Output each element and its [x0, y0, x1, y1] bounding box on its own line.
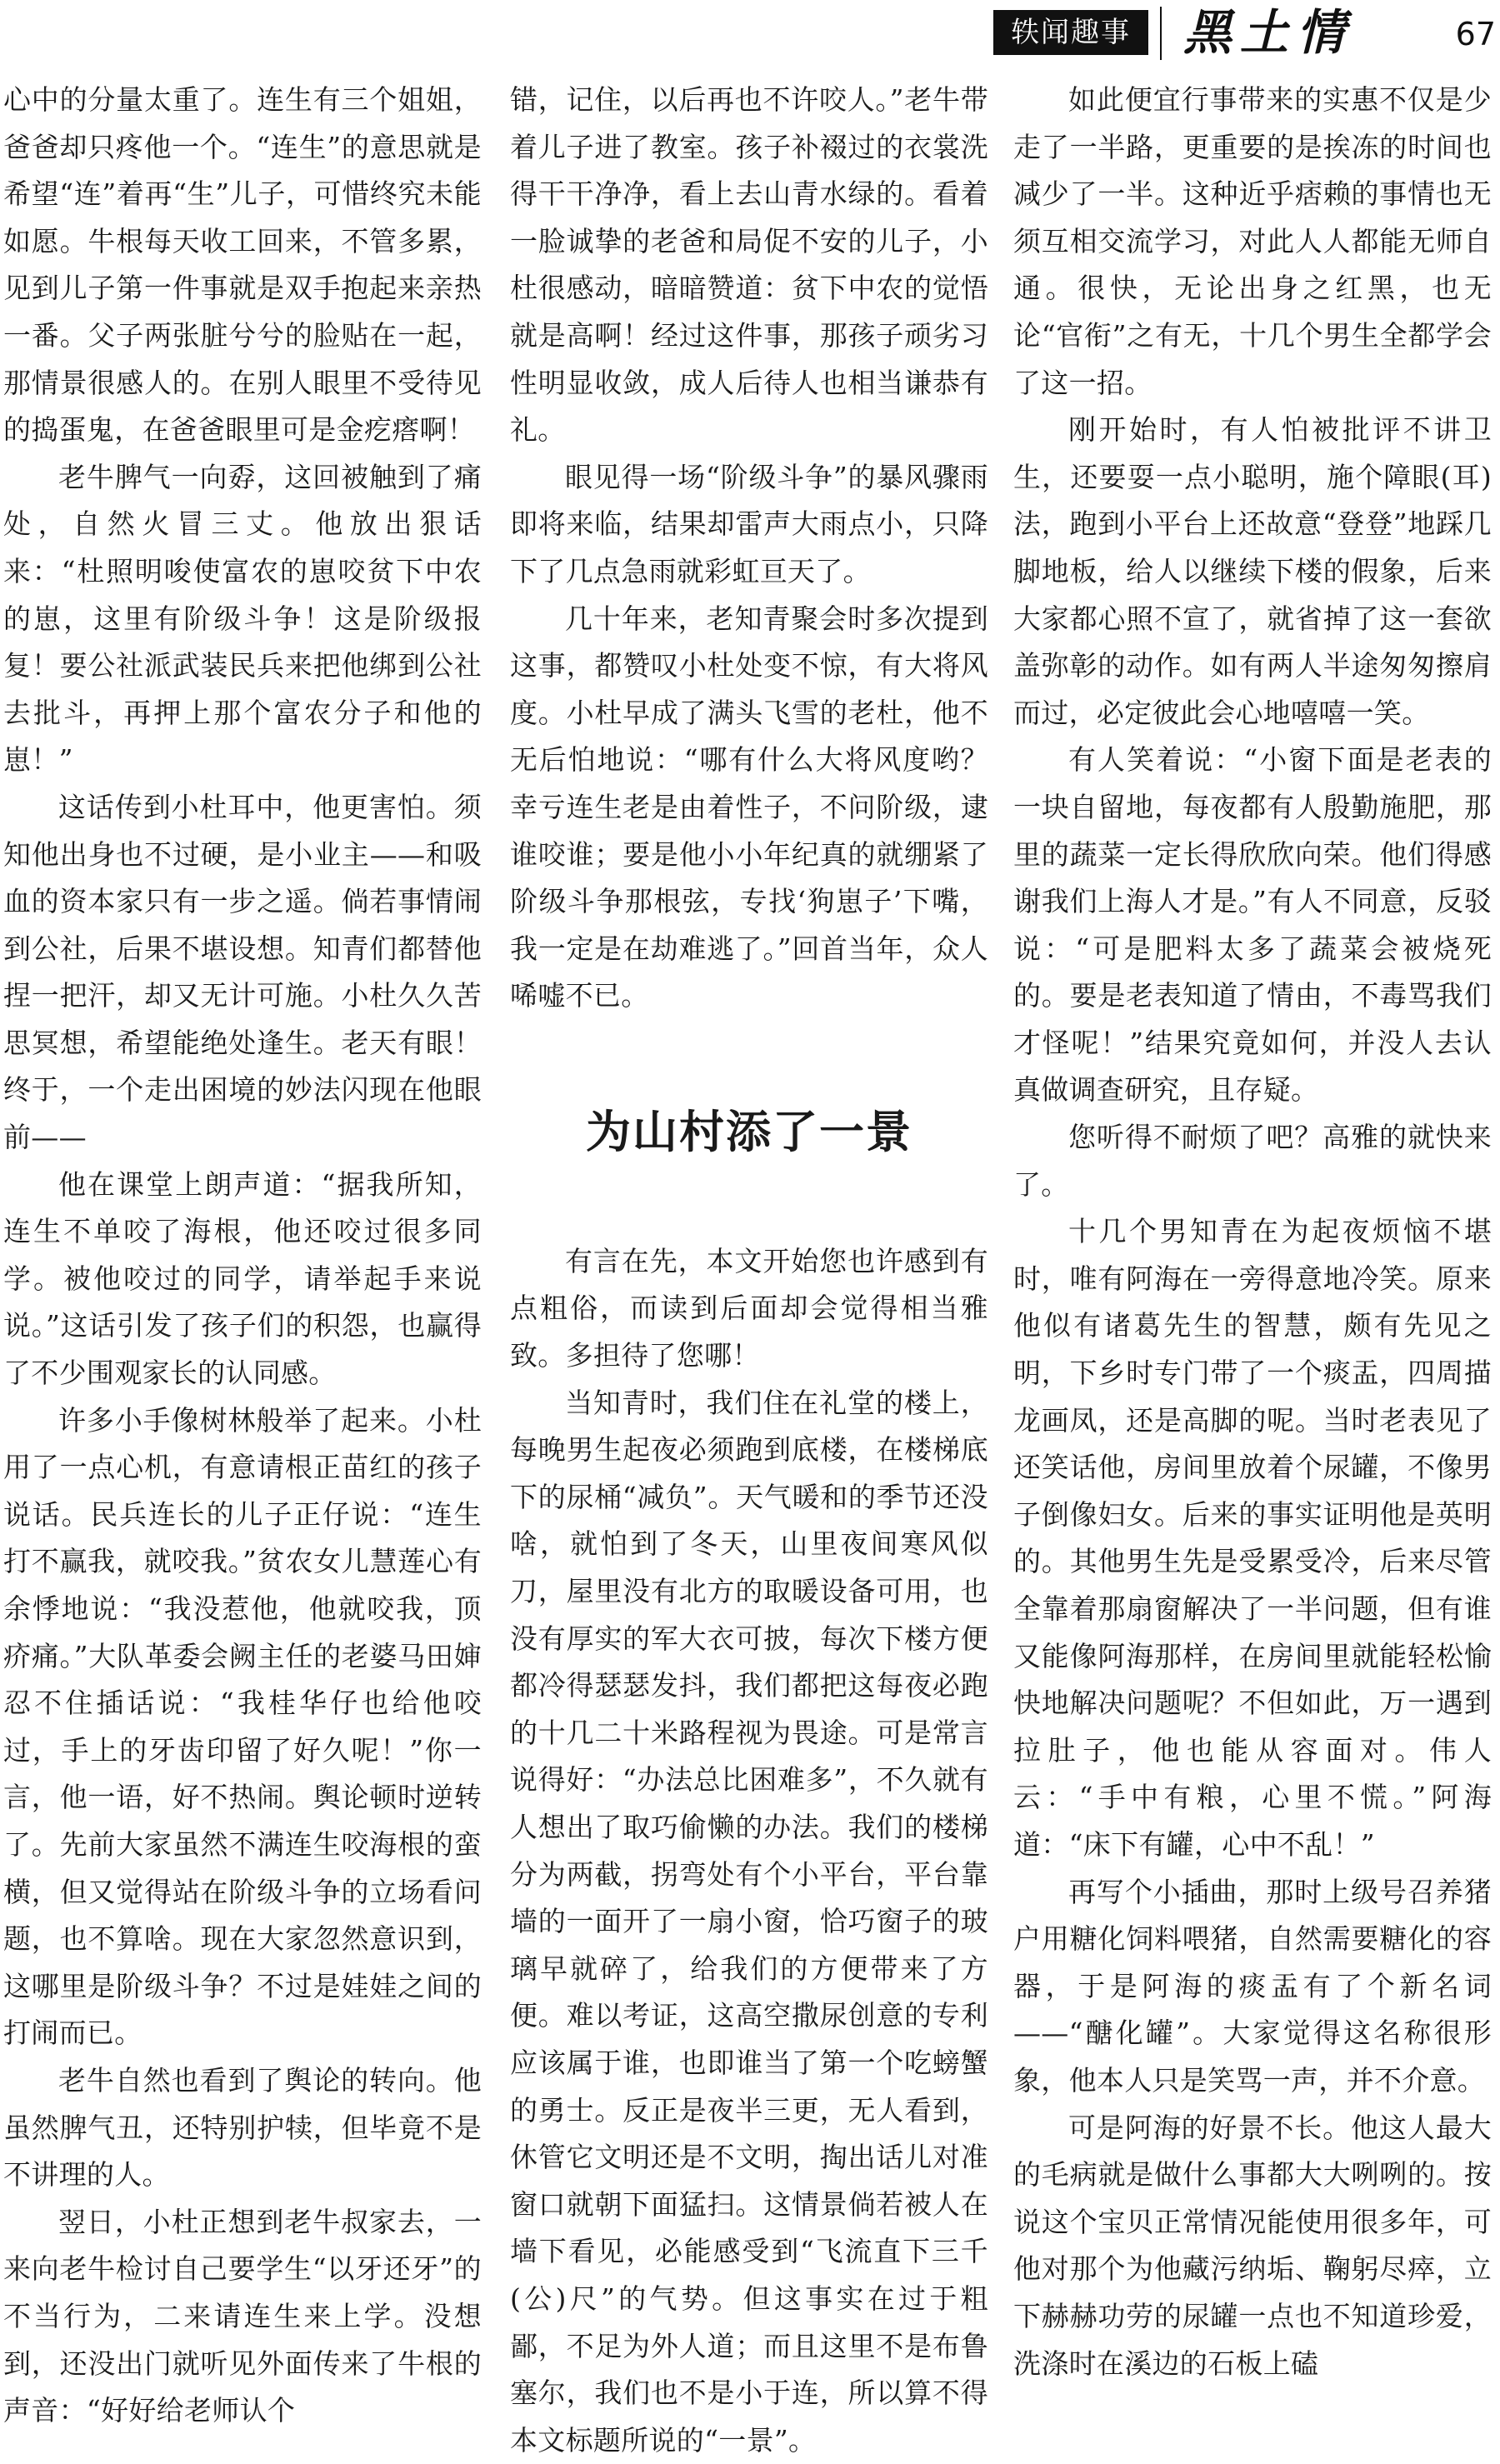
paragraph: 有人笑着说：“小窗下面是老表的一块自留地，每夜都有人殷勤施肥，那里的蔬菜一定长得欣欣向荣。他们得感谢我们上海人才是。”有人不同意，反驳说：“可是肥料太多了蔬菜会被烧死的。要是老表知道了情由，不毒骂我们才怪呢！”结果究竟如何，并没人去认真做调查研究，且存疑。 [1013, 743, 1492, 1107]
paragraph: 如此便宜行事带来的实惠不仅是少走了一半路，更重要的是挨冻的时间也减少了一半。这种近乎痞赖的事情也无须互相交流学习，对此人人都能无师自通。很快，无论出身之红黑，也无论“官衔”之有无，十几个男生全都学会了这一招。 [1013, 83, 1492, 399]
paragraph: 可是阿海的好景不长。他这人最大的毛病就是做什么事都大大咧咧的。按说这个宝贝正常情况能使用很多年，可他对那个为他藏污纳垢、鞠躬尽瘁，立下赫赫功劳的尿罐一点也不知道珍爱，洗涤时在溪边的石板上磕 [1013, 2111, 1492, 2380]
paragraph: 再写个小插曲，那时上级号召养猪户用糖化饲料喂猪，自然需要糖化的容器，于是阿海的痰盂有了个新名词——“醣化罐”。大家觉得这名称很形象，他本人只是笑骂一声，并不介意。 [1013, 1875, 1492, 2097]
paragraph: 有言在先，本文开始您也许感到有点粗俗，而读到后面却会觉得相当雅致。多担待了您哪！ [510, 1244, 988, 1372]
page-number: 67 [1455, 16, 1496, 52]
paragraph: 当知青时，我们住在礼堂的楼上，每晚男生起夜必须跑到底楼，在楼梯底下的尿桶“减负”。天气暖和的季节还没啥，就怕到了冬天，山里夜间寒风似刀，屋里没有北方的取暖设备可用，也没有厚实的军大衣可披，每次下楼方便都冷得瑟瑟发抖，我们都把这每夜必跑的十几二十米路程视为畏途。可是常言说得好：“办法总比困难多”，不久就有人想出了取巧偷懒的办法。我们的楼梯分为两截，拐弯处有个小平台，平台靠墙的一面开了一扇小窗，恰巧窗子的玻璃早就碎了，给我们的方便带来了方便。难以考证，这高空撒尿创意的专利应该属于谁，也即谁当了第一个吃螃蟹的勇士。反正是夜半三更，无人看到，休管它文明还是不文明，掏出话儿对准窗口就朝下面猛扫。这情景倘若被人在墙下看见，必能感受到“飞流直下三千(公)尺”的气势。但这事实在过于粗鄙，不足为外人道；而且这里不是布鲁塞尔，我们也不是小于连，所以算不得本文标题所说的“一景”。 [510, 1386, 988, 2457]
page-header [0, 0, 1500, 67]
paragraph: 您听得不耐烦了吧？高雅的就快来了。 [1013, 1121, 1492, 1201]
paragraph: 刚开始时，有人怕被批评不讲卫生，还要耍一点小聪明，施个障眼(耳)法，跑到小平台上还故意“登登”地踩几脚地板，给人以继续下楼的假象，后来大家都心照不宣了，就省掉了这一套欲盖弥彰的动作。如有两人半途匆匆擦肩而过，必定彼此会心地嘻嘻一笑。 [1013, 413, 1492, 729]
paragraph: 他在课堂上朗声道：“据我所知，连生不单咬了海根，他还咬过很多同学。被他咬过的同学，请举起手来说说。”这话引发了孩子们的积怨，也赢得了不少围观家长的认同感。 [3, 1167, 482, 1390]
paragraph: 十几个男知青在为起夜烦恼不堪时，唯有阿海在一旁得意地冷笑。原来他似有诸葛先生的智慧，颇有先见之明，下乡时专门带了一个痰盂，四周描龙画凤，还是高脚的呢。当时老表见了还笑话他，房间里放着个尿罐，不像男子倒像妇女。后来的事实证明他是英明的。其他男生先是受累受冷，后来尽管全靠着那扇窗解决了一半问题，但有谁又能像阿海那样，在房间里就能轻松愉快地解决问题呢？不但如此，万一遇到拉肚子，他也能从容面对。伟人云：“手中有粮，心里不慌。”阿海道：“床下有罐，心中不乱！” [1013, 1215, 1492, 1861]
paragraph: 几十年来，老知青聚会时多次提到这事，都赞叹小杜处变不惊，有大将风度。小杜早成了满头飞雪的老杜，他不无后怕地说：“哪有什么大将风度哟？幸亏连生老是由着性子，不问阶级，逮谁咬谁；要是他小小年纪真的就绷紧了阶级斗争那根弦，专找‘狗崽子’下嘴，我一定是在劫难逃了。”回首当年，众人唏嘘不已。 [510, 602, 988, 1012]
magazine-name-logo: 黑土情 [1183, 4, 1354, 61]
paragraph: 老牛自然也看到了舆论的转向。他虽然脾气丑，还特别护犊，但毕竟不是不讲理的人。 [3, 2063, 482, 2192]
paragraph: 老牛脾气一向孬，这回被触到了痛处，自然火冒三丈。他放出狠话来：“杜照明唆使富农的崽咬贫下中农的崽，这里有阶级斗争！这是阶级报复！要公社派武装民兵来把他绑到公社去批斗，再押上那个富农分子和他的崽！” [3, 460, 482, 777]
paragraph: 心中的分量太重了。连生有三个姐姐，爸爸却只疼他一个。“连生”的意思就是希望“连”着再“生”儿子，可惜终究未能如愿。牛根每天收工回来，不管多累，见到儿子第一件事就是双手抱起来亲热一番。父子两张脏兮兮的脸贴在一起，那情景很感人的。在别人眼里不受待见的捣蛋鬼，在爸爸眼里可是金疙瘩啊！ [3, 83, 482, 447]
header-divider [1160, 7, 1162, 60]
text-column-1 [3, 77, 482, 2427]
section-tag: 轶闻趣事 [993, 10, 1148, 55]
text-column-2 [510, 77, 988, 2457]
paragraph: 这话传到小杜耳中，他更害怕。须知他出身也不过硬，是小业主——和吸血的资本家只有一步之遥。倘若事情闹到公社，后果不堪设想。知青们都替他捏一把汗，却又无计可施。小杜久久苦思冥想，希望能绝处逢生。老天有眼！终于，一个走出困境的妙法闪现在他眼前—— [3, 790, 482, 1154]
paragraph: 翌日，小杜正想到老牛叔家去，一来向老牛检讨自己要学生“以牙还牙”的不当行为，二来请连生来上学。没想到，还没出门就听见外面传来了牛根的声音：“好好给老师认个 [3, 2205, 482, 2427]
paragraph: 眼见得一场“阶级斗争”的暴风骤雨即将来临，结果却雷声大雨点小，只降下了几点急雨就彩虹亘天了。 [510, 460, 988, 587]
paragraph: 错，记住，以后再也不许咬人。”老牛带着儿子进了教室。孩子补裰过的衣裳洗得干干净净，看上去山青水绿的。看着一脸诚挚的老爸和局促不安的儿子，小杜很感动，暗暗赞道：贫下中农的觉悟就是高啊！经过这件事，那孩子顽劣习性明显收敛，成人后待人也相当谦恭有礼。 [510, 83, 988, 447]
article-title: 为山村添了一景 [586, 1104, 912, 1158]
paragraph: 许多小手像树林般举了起来。小杜用了一点心机，有意请根正苗红的孩子说话。民兵连长的儿子正仔说：“连生打不赢我，就咬我。”贫农女儿慧莲心有余悸地说：“我没惹他，他就咬我，顶疥痛。”大队革委会阙主任的老婆马田婶忍不住插话说：“我桂华仔也给他咬过，手上的牙齿印留了好久呢！”你一言，他一语，好不热闹。舆论顿时逆转了。先前大家虽然不满连生咬海根的蛮横，但又觉得站在阶级斗争的立场看问题，也不算啥。现在大家忽然意识到，这哪里是阶级斗争？不过是娃娃之间的打闹而已。 [3, 1403, 482, 2050]
text-column-3 [1013, 77, 1492, 2380]
